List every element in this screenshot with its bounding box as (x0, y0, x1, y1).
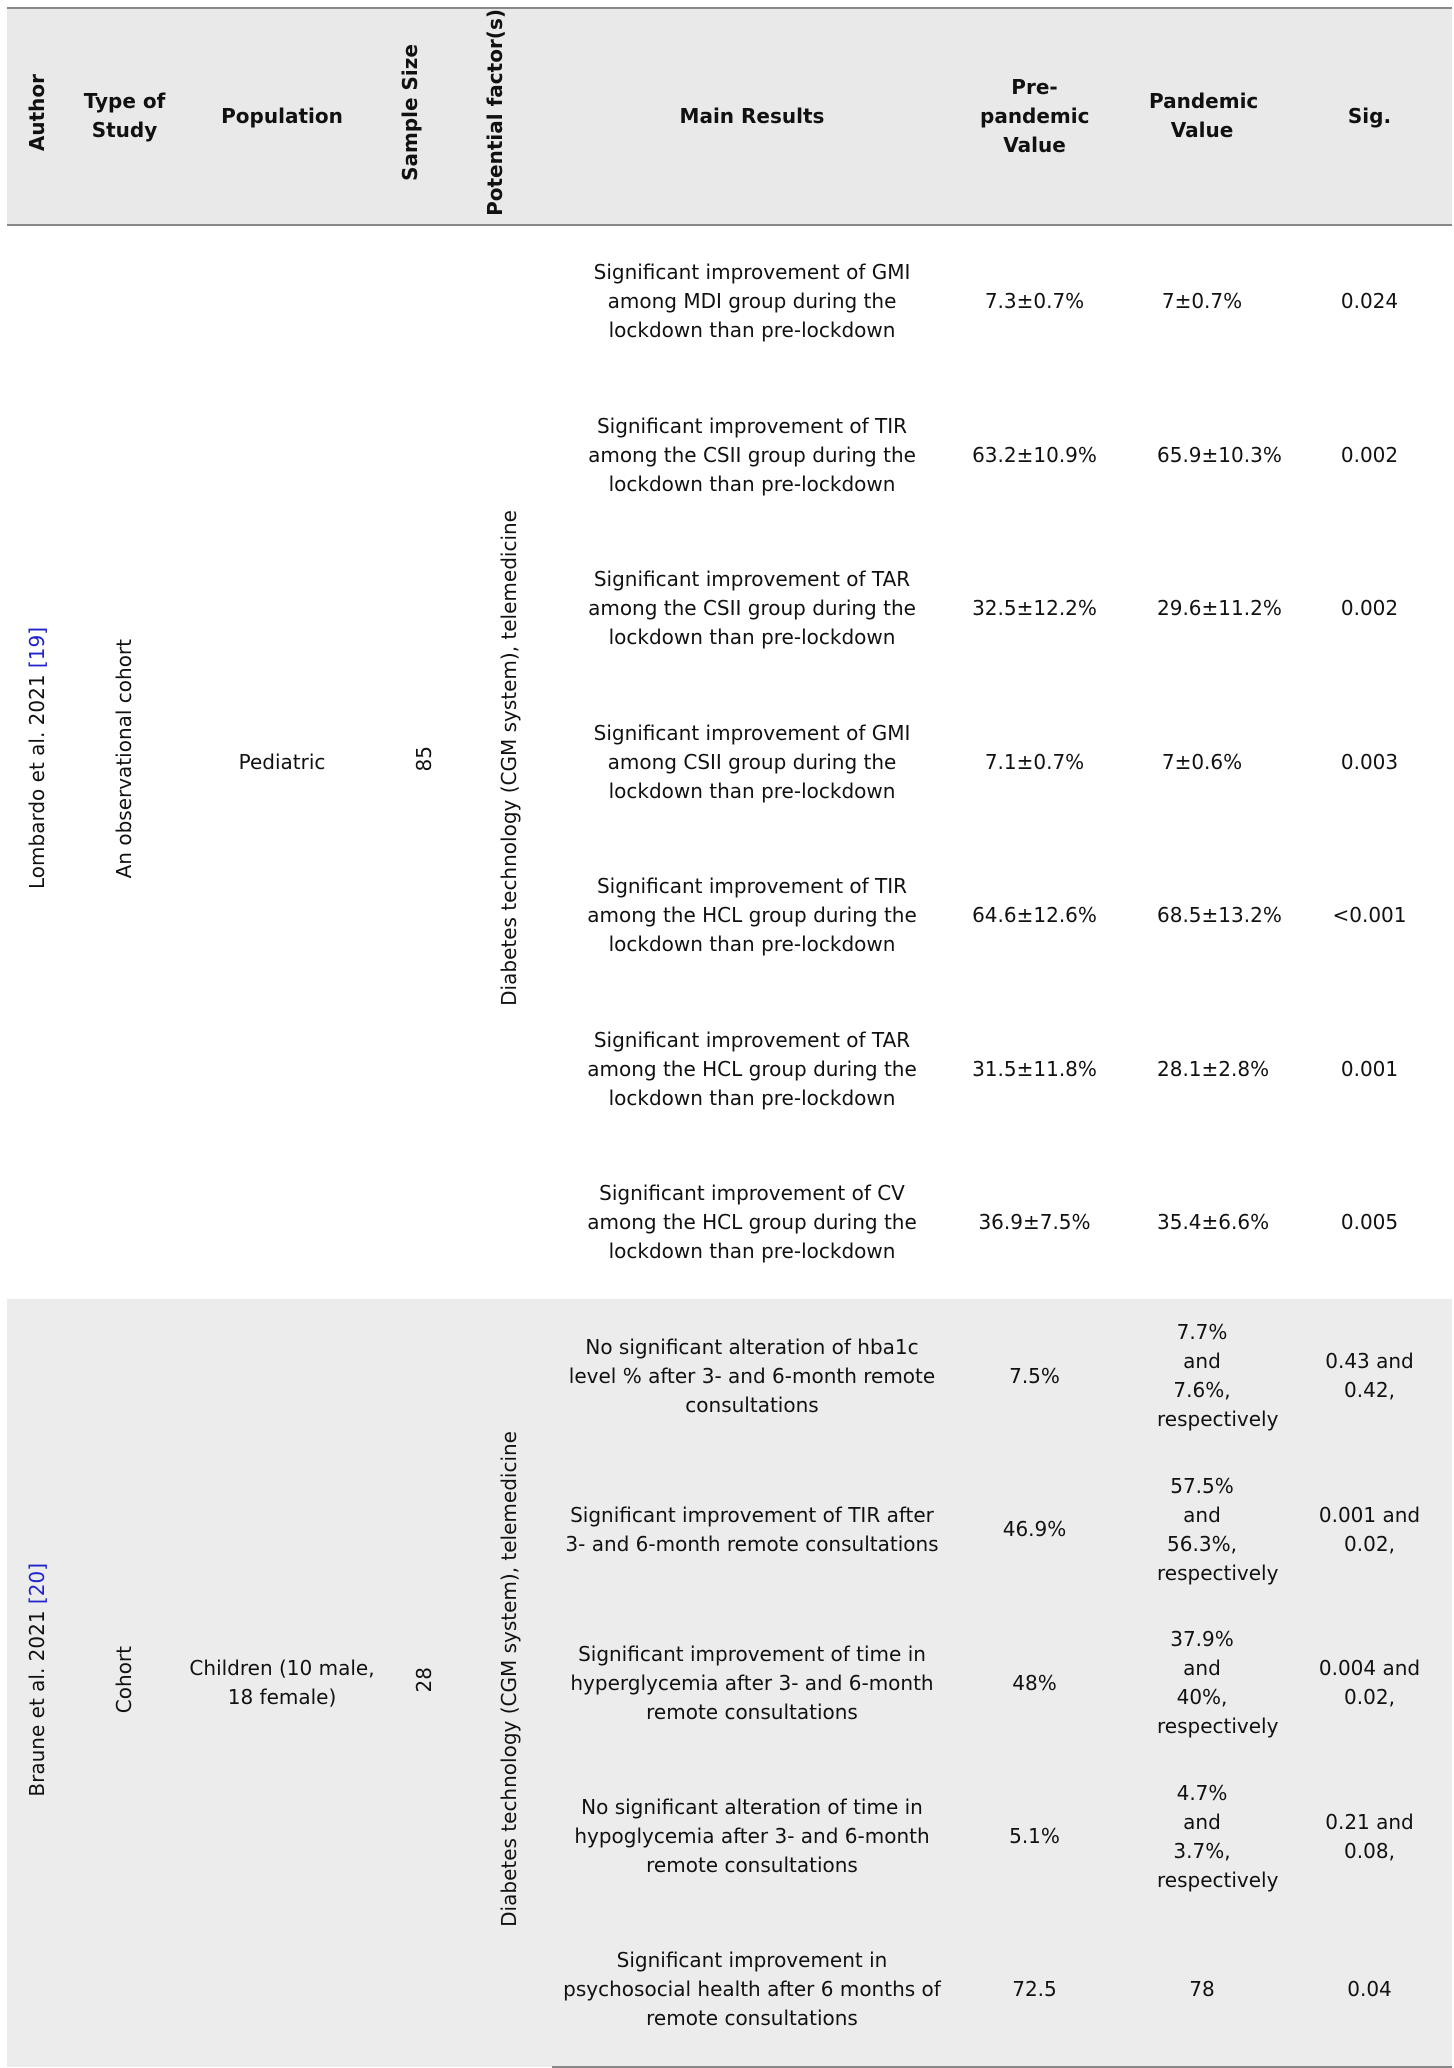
sig-cell: 0.002 (1340, 596, 1399, 621)
pre-pandemic-cell: 7.3±0.7% (984, 289, 1085, 314)
header-population: Population (182, 8, 382, 225)
pre-pandemic-cell: 46.9% (1002, 1517, 1067, 1542)
main-result-cell: Significant improvement of CV among the HCL group during the lockdown than pre-lockdown (587, 1181, 917, 1264)
table-row (7, 225, 1452, 379)
author-cell (7, 225, 67, 1300)
reference-link[interactable]: [20] (24, 1562, 49, 1604)
study-lombardo (7, 225, 1452, 1300)
pandemic-cell: 29.6±11.2% (1157, 596, 1282, 621)
main-result-cell: Significant improvement of GMI among MDI group during the lockdown than pre-lockdown (593, 260, 911, 343)
sig-cell: <0.001 (1332, 903, 1407, 928)
pre-pandemic-cell: 72.5 (952, 1913, 1117, 2067)
potential-factor-cell: Diabetes technology (CGM system), telemedicine (497, 510, 521, 1007)
main-result-cell: Significant improvement of TIR among the CSII group during the lockdown than pre-lockdown (588, 413, 916, 496)
main-result-cell: Significant improvement in psychosocial health after 6 months of remote consultations (552, 1913, 952, 2067)
population-cell: Children (10 male, 18 female) (189, 1656, 375, 1710)
pre-pandemic-cell: 31.5±11.8% (972, 1056, 1097, 1081)
population-cell: Pediatric (238, 749, 326, 774)
header-author: Author (7, 8, 67, 225)
header-sig: Sig. (1287, 8, 1452, 225)
pandemic-cell: 78 (1117, 1913, 1287, 2067)
sig-cell: 0.004 and 0.02, (1318, 1656, 1421, 1710)
sig-cell: 0.21 and 0.08, (1325, 1809, 1414, 1863)
header-main-results: Main Results (552, 8, 952, 225)
potential-factor-cell: Diabetes technology (CGM system), telemedicine (497, 1431, 521, 1928)
sig-cell: 0.04 (1287, 1913, 1452, 2067)
main-result-cell: Significant improvement of TIR after 3- and 6-month remote consultations (565, 1502, 939, 1556)
author-cell (7, 1299, 67, 2067)
sample-size-cell: 28 (412, 1666, 436, 1693)
sig-cell: 0.001 and 0.02, (1318, 1502, 1421, 1556)
pandemic-cell: 28.1±2.8% (1157, 1056, 1270, 1081)
pandemic-cell: 4.7% and 3.7%, respectively (1157, 1780, 1279, 1892)
study-type-cell: An observational cohort (112, 638, 136, 879)
main-result-cell: Significant improvement of TAR among the CSII group during the lockdown than pre-lockdown (588, 567, 916, 650)
pandemic-cell: 57.5% and 56.3%, respectively (1157, 1473, 1279, 1585)
results-table-container (7, 7, 1452, 2068)
header-row (7, 8, 1452, 225)
reference-link[interactable]: [19] (24, 627, 49, 669)
pre-pandemic-cell: 36.9±7.5% (978, 1210, 1091, 1235)
pandemic-cell: 35.4±6.6% (1157, 1210, 1270, 1235)
pandemic-cell: 7±0.6% (1161, 749, 1243, 774)
pandemic-cell: 37.9% and 40%, respectively (1157, 1627, 1279, 1739)
sig-cell: 0.002 (1340, 442, 1399, 467)
header-sample-size: Sample Size (382, 8, 467, 225)
study-braune (7, 1299, 1452, 2067)
pre-pandemic-cell: 32.5±12.2% (972, 596, 1097, 621)
header-pandemic-value: Pandemic Value (1117, 8, 1287, 225)
main-result-cell: Significant improvement of GMI among CSII group during the lockdown than pre-lockdown (593, 720, 911, 803)
table-row (7, 1299, 1452, 1453)
pandemic-cell: 65.9±10.3% (1157, 442, 1282, 467)
main-result-cell: Significant improvement of TAR among the HCL group during the lockdown than pre-lockdown (587, 1027, 917, 1110)
author-name: Lombardo et al. 2021 (24, 674, 49, 890)
pandemic-cell: 7.7% and 7.6%, respectively (1157, 1320, 1279, 1432)
sample-size-cell: 85 (412, 745, 436, 772)
pandemic-cell: 7±0.7% (1161, 289, 1243, 314)
pre-pandemic-cell: 63.2±10.9% (972, 442, 1097, 467)
results-table (7, 7, 1452, 2068)
pre-pandemic-cell: 7.1±0.7% (984, 749, 1085, 774)
author-name: Braune et al. 2021 (24, 1610, 49, 1797)
pre-pandemic-cell: 7.5% (1009, 1363, 1060, 1388)
sig-cell: 0.024 (1340, 289, 1399, 314)
main-result-cell: Significant improvement of time in hyperglycemia after 3- and 6-month remote consultations (570, 1641, 934, 1724)
sig-cell: 0.005 (1340, 1210, 1399, 1235)
pre-pandemic-cell: 64.6±12.6% (972, 903, 1097, 928)
header-pre-pandemic-value: Pre-pandemic Value (952, 8, 1117, 225)
main-result-cell: Significant improvement of TIR among the HCL group during the lockdown than pre-lockdown (587, 874, 917, 957)
sig-cell: 0.43 and 0.42, (1325, 1349, 1414, 1403)
study-type-cell: Cohort (112, 1645, 136, 1713)
sig-cell: 0.001 (1340, 1056, 1399, 1081)
header-type-of-study: Type of Study (67, 8, 182, 225)
sig-cell: 0.003 (1340, 749, 1399, 774)
pandemic-cell: 68.5±13.2% (1157, 903, 1282, 928)
header-potential-factors: Potential factor(s) (467, 8, 552, 225)
pre-pandemic-cell: 48% (1012, 1670, 1057, 1695)
main-result-cell: No significant alteration of time in hypoglycemia after 3- and 6-month remote consultations (574, 1795, 930, 1878)
pre-pandemic-cell: 5.1% (1009, 1824, 1060, 1849)
main-result-cell: No significant alteration of hba1c level % after 3- and 6-month remote consultations (568, 1334, 936, 1417)
